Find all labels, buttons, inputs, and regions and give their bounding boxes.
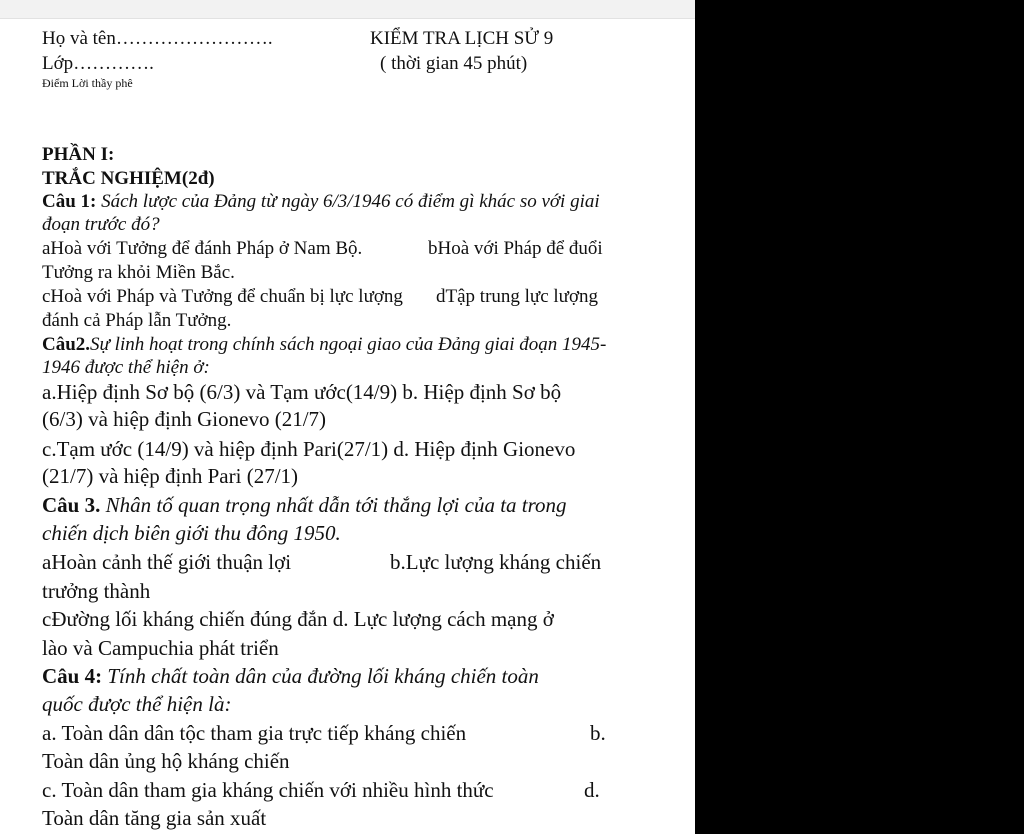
question-3-text-cont: chiến dịch biên giới thu đông 1950.: [42, 521, 341, 545]
question-1-text-cont: đoạn trước đó?: [42, 214, 160, 235]
question-4-text: Tính chất toàn dân của đường lối kháng chiến toàn: [102, 664, 539, 688]
question-3-text: Nhân tố quan trọng nhất dẫn tới thắng lợi của ta trong: [100, 493, 567, 517]
q3-option-b: b.Lực lượng kháng chiến: [390, 550, 602, 574]
q4-option-a: a. Toàn dân dân tộc tham gia trực tiếp kháng chiến: [42, 721, 467, 745]
q2-options-ab: a.Hiệp định Sơ bộ (6/3) và Tạm ước(14/9) b. Hiệp định Sơ bộ: [42, 380, 562, 404]
q2-options-cd: c.Tạm ước (14/9) và hiệp định Pari(27/1) d. Hiệp định Gionevo: [42, 437, 576, 461]
q3-option-a: aHoàn cảnh thế giới thuận lợi: [42, 550, 292, 574]
q4-option-d: Toàn dân tăng gia sản xuất: [42, 806, 267, 830]
q1-option-b: bHoà với Pháp để đuổi: [428, 238, 603, 259]
q1-option-d-cont: đánh cả Pháp lẫn Tưởng.: [42, 310, 232, 331]
q1-option-a: aHoà với Tưởng để đánh Pháp ở Nam Bộ.: [42, 238, 363, 259]
question-3-label: Câu 3.: [42, 493, 101, 517]
q4-option-d-label: d.: [584, 778, 600, 802]
question-1-text: Sách lược của Đảng từ ngày 6/3/1946 có điểm gì khác so với giai: [96, 191, 600, 212]
score-comment-label: Điểm Lời thầy phê: [42, 76, 133, 90]
q3-options-cd-cont: lào và Campuchia phát triển: [42, 636, 279, 660]
question-4-text-cont: quốc được thể hiện là:: [42, 692, 232, 716]
question-1: [42, 191, 600, 213]
question-2-label: Câu2.: [42, 334, 91, 355]
exam-title: KIỂM TRA LỊCH SỬ 9: [370, 28, 554, 49]
q3-options-cd: cĐường lối kháng chiến đúng đắn d. Lực lượng cách mạng ở: [42, 607, 554, 631]
viewer-top-bar: [0, 0, 695, 19]
q4-option-b-label: b.: [590, 721, 606, 745]
question-1-label: Câu 1:: [42, 191, 97, 212]
q1-option-b-cont: Tưởng ra khỏi Miền Bắc.: [42, 262, 235, 283]
name-label: Họ và tên…………………….: [42, 28, 273, 49]
question-2-text-cont: 1946 được thể hiện ở:: [42, 357, 210, 378]
q3-option-b-cont: trưởng thành: [42, 579, 151, 603]
question-2-text: Sự linh hoạt trong chính sách ngoại giao của Đảng giai đoạn 1945-: [90, 334, 607, 355]
class-label: Lớp………….: [42, 53, 154, 74]
q4-option-b: Toàn dân ủng hộ kháng chiến: [42, 749, 290, 773]
q1-option-c: cHoà với Pháp và Tưởng để chuẩn bị lực lượng: [42, 286, 403, 307]
section-part: PHẦN I:: [42, 144, 115, 165]
q2-options-ab-cont: (6/3) và hiệp định Gionevo (21/7): [42, 407, 327, 431]
question-4: [42, 664, 539, 689]
question-4-label: Câu 4:: [42, 664, 103, 688]
exam-time: ( thời gian 45 phút): [380, 53, 528, 74]
section-title: TRẮC NGHIỆM(2đ): [42, 168, 215, 189]
question-3: [42, 493, 567, 518]
q2-options-cd-cont: (21/7) và hiệp định Pari (27/1): [42, 464, 299, 488]
q4-option-c: c. Toàn dân tham gia kháng chiến với nhiều hình thức: [42, 778, 494, 802]
q1-option-d: dTập trung lực lượng: [436, 286, 599, 307]
question-2: [42, 334, 606, 356]
